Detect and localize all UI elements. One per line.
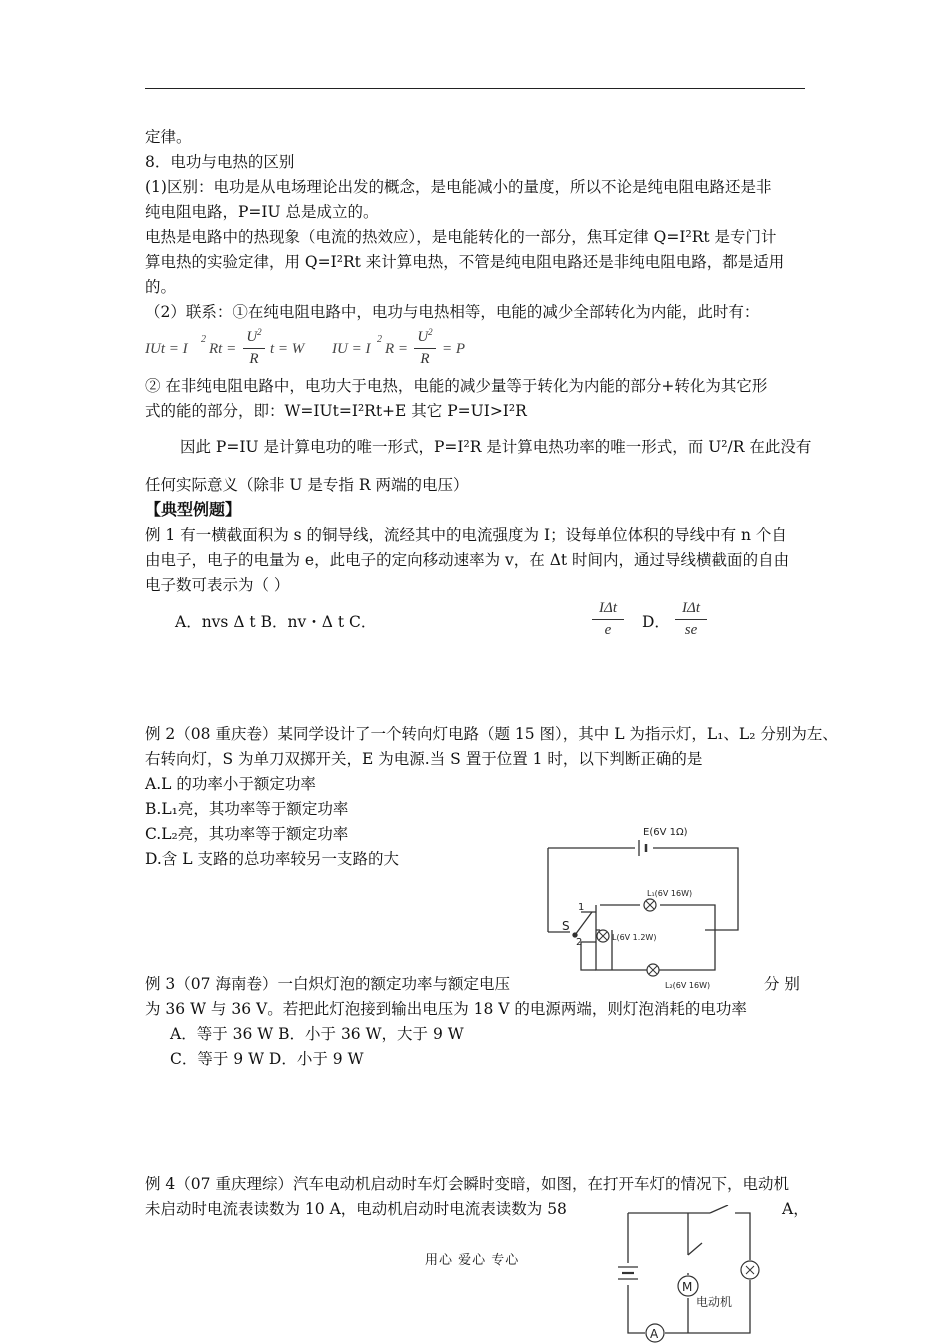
motor-symbol <box>678 1276 698 1296</box>
example-4-line: 未启动时电流表读数为 10 A，电动机启动时电流表读数为 58 <box>145 1200 567 1218</box>
text-line: 式的能的部分，即：W=IUt=I²Rt+E 其它 P=UI>I²R <box>145 402 527 420</box>
example-4-line: 例 4（07 重庆理综）汽车电动机启动时车灯会瞬时变暗，如图，在打开车灯的情况下，电动机 <box>145 1175 789 1193</box>
example-3-options: C．等于 9 W D．小于 9 W <box>170 1050 364 1068</box>
lamp-l2-symbol <box>647 964 659 976</box>
option-d-fraction: IΔt se <box>675 600 707 639</box>
example-2-line: 右转向灯，S 为单刀双掷开关，E 为电源.当 S 置于位置 1 时，以下判断正确的是 <box>145 750 703 768</box>
section-heading: 8．电功与电热的区别 <box>145 153 295 171</box>
switch-label: S <box>562 919 570 933</box>
svg-text:M: M <box>682 1280 693 1294</box>
text-line: 定律。 <box>145 128 192 146</box>
example-3-options: A．等于 36 W B．小于 36 W，大于 9 W <box>170 1025 464 1043</box>
text-line: (1)区别：电功是从电场理论出发的概念，是电能减小的量度，所以不论是纯电阻电路还是非 <box>145 178 772 196</box>
example-2-option: C.L₂亮，其功率等于额定功率 <box>145 825 349 843</box>
example-2-line: 例 2（08 重庆卷）某同学设计了一个转向灯电路（题 15 图），其中 L 为指示灯，L₁、L₂ 分别为左、 <box>145 725 838 743</box>
lamp-symbol <box>741 1261 759 1279</box>
lamp-l-symbol <box>597 930 609 942</box>
fraction-u2-over-r: $U^2$ R <box>243 327 265 368</box>
text-line: （2）联系：①在纯电阻电路中，电功与电热相等，电能的减少全部转化为内能，此时有： <box>145 303 760 321</box>
example-2-option: B.L₁亮，其功率等于额定功率 <box>145 800 349 818</box>
option-c-fraction: IΔt e <box>592 600 624 639</box>
example-2-option: A.L 的功率小于额定功率 <box>145 775 316 793</box>
header-rule <box>145 88 805 89</box>
option-d-label: D． <box>642 613 670 631</box>
text-line: 算电热的实验定律，用 Q=I²Rt 来计算电热，不管是纯电阻电路还是非纯电阻电路，都是适用 <box>145 253 785 271</box>
example-3-line: 为 36 W 与 36 V。若把此灯泡接到输出电压为 18 V 的电源两端，则灯泡消耗的电功率 <box>145 1000 747 1018</box>
lamp-l1-label: L₁(6V 16W) <box>647 889 693 898</box>
fraction-u2-over-r: $U^2$ R <box>414 327 436 368</box>
section-title-examples: 【典型例题】 <box>145 500 242 519</box>
text-line: ② 在非纯电阻电路中，电功大于电热，电能的减少量等于转化为内能的部分+转化为其它形 <box>145 377 768 395</box>
lamp-l-label: L(6V 1.2W) <box>612 933 657 942</box>
text-line: 任何实际意义（除非 U 是专指 R 两端的电压） <box>145 476 469 494</box>
example-1-options: A．nvs Δ t B．nv・Δ t C． <box>175 613 377 631</box>
example-3-line: 例 3（07 海南卷）一白炽灯泡的额定功率与额定电压 <box>145 975 510 993</box>
motor-circuit-diagram <box>610 1205 780 1344</box>
text-line: 因此 P=IU 是计算电功的唯一形式，P=I²R 是计算电热功率的唯一形式，而 U²/R 在此没有 <box>180 438 812 456</box>
lamp-l2-label: L₂(6V 16W) <box>665 981 711 990</box>
text-line: 纯电阻电路，P=IU 总是成立的。 <box>145 203 379 221</box>
motor-label: 电动机 <box>696 1295 733 1309</box>
page-footer: 用心 爱心 专心 <box>425 1253 520 1268</box>
turn-signal-circuit-diagram <box>540 820 750 995</box>
lamp-l1-symbol <box>644 899 656 911</box>
switch-position-2: 2 <box>576 937 583 948</box>
example-4-line-tail: A， <box>782 1200 809 1218</box>
example-1-line: 例 1 有一横截面积为 s 的铜导线，流经其中的电流强度为 I；设每单位体积的导线中有 n 个自 <box>145 526 787 544</box>
example-1-line: 由电子，电子的电量为 e，此电子的定向移动速率为 v，在 Δt 时间内，通过导线横截面的自由 <box>145 551 790 569</box>
text-line: 电热是电路中的热现象（电流的热效应），是电能转化的一部分，焦耳定律 Q=I²Rt 是专门计 <box>145 228 777 246</box>
svg-text:A: A <box>650 1327 659 1341</box>
example-2-option: D.含 L 支路的总功率较另一支路的大 <box>145 850 399 868</box>
example-1-line: 电子数可表示为（ ） <box>145 576 290 594</box>
ammeter-symbol <box>646 1324 664 1342</box>
battery-label: E(6V 1Ω) <box>643 827 688 838</box>
switch-position-1: 1 <box>578 902 585 913</box>
example-3-line-tail: 分 别 <box>764 975 800 993</box>
text-line: 的。 <box>145 278 177 296</box>
